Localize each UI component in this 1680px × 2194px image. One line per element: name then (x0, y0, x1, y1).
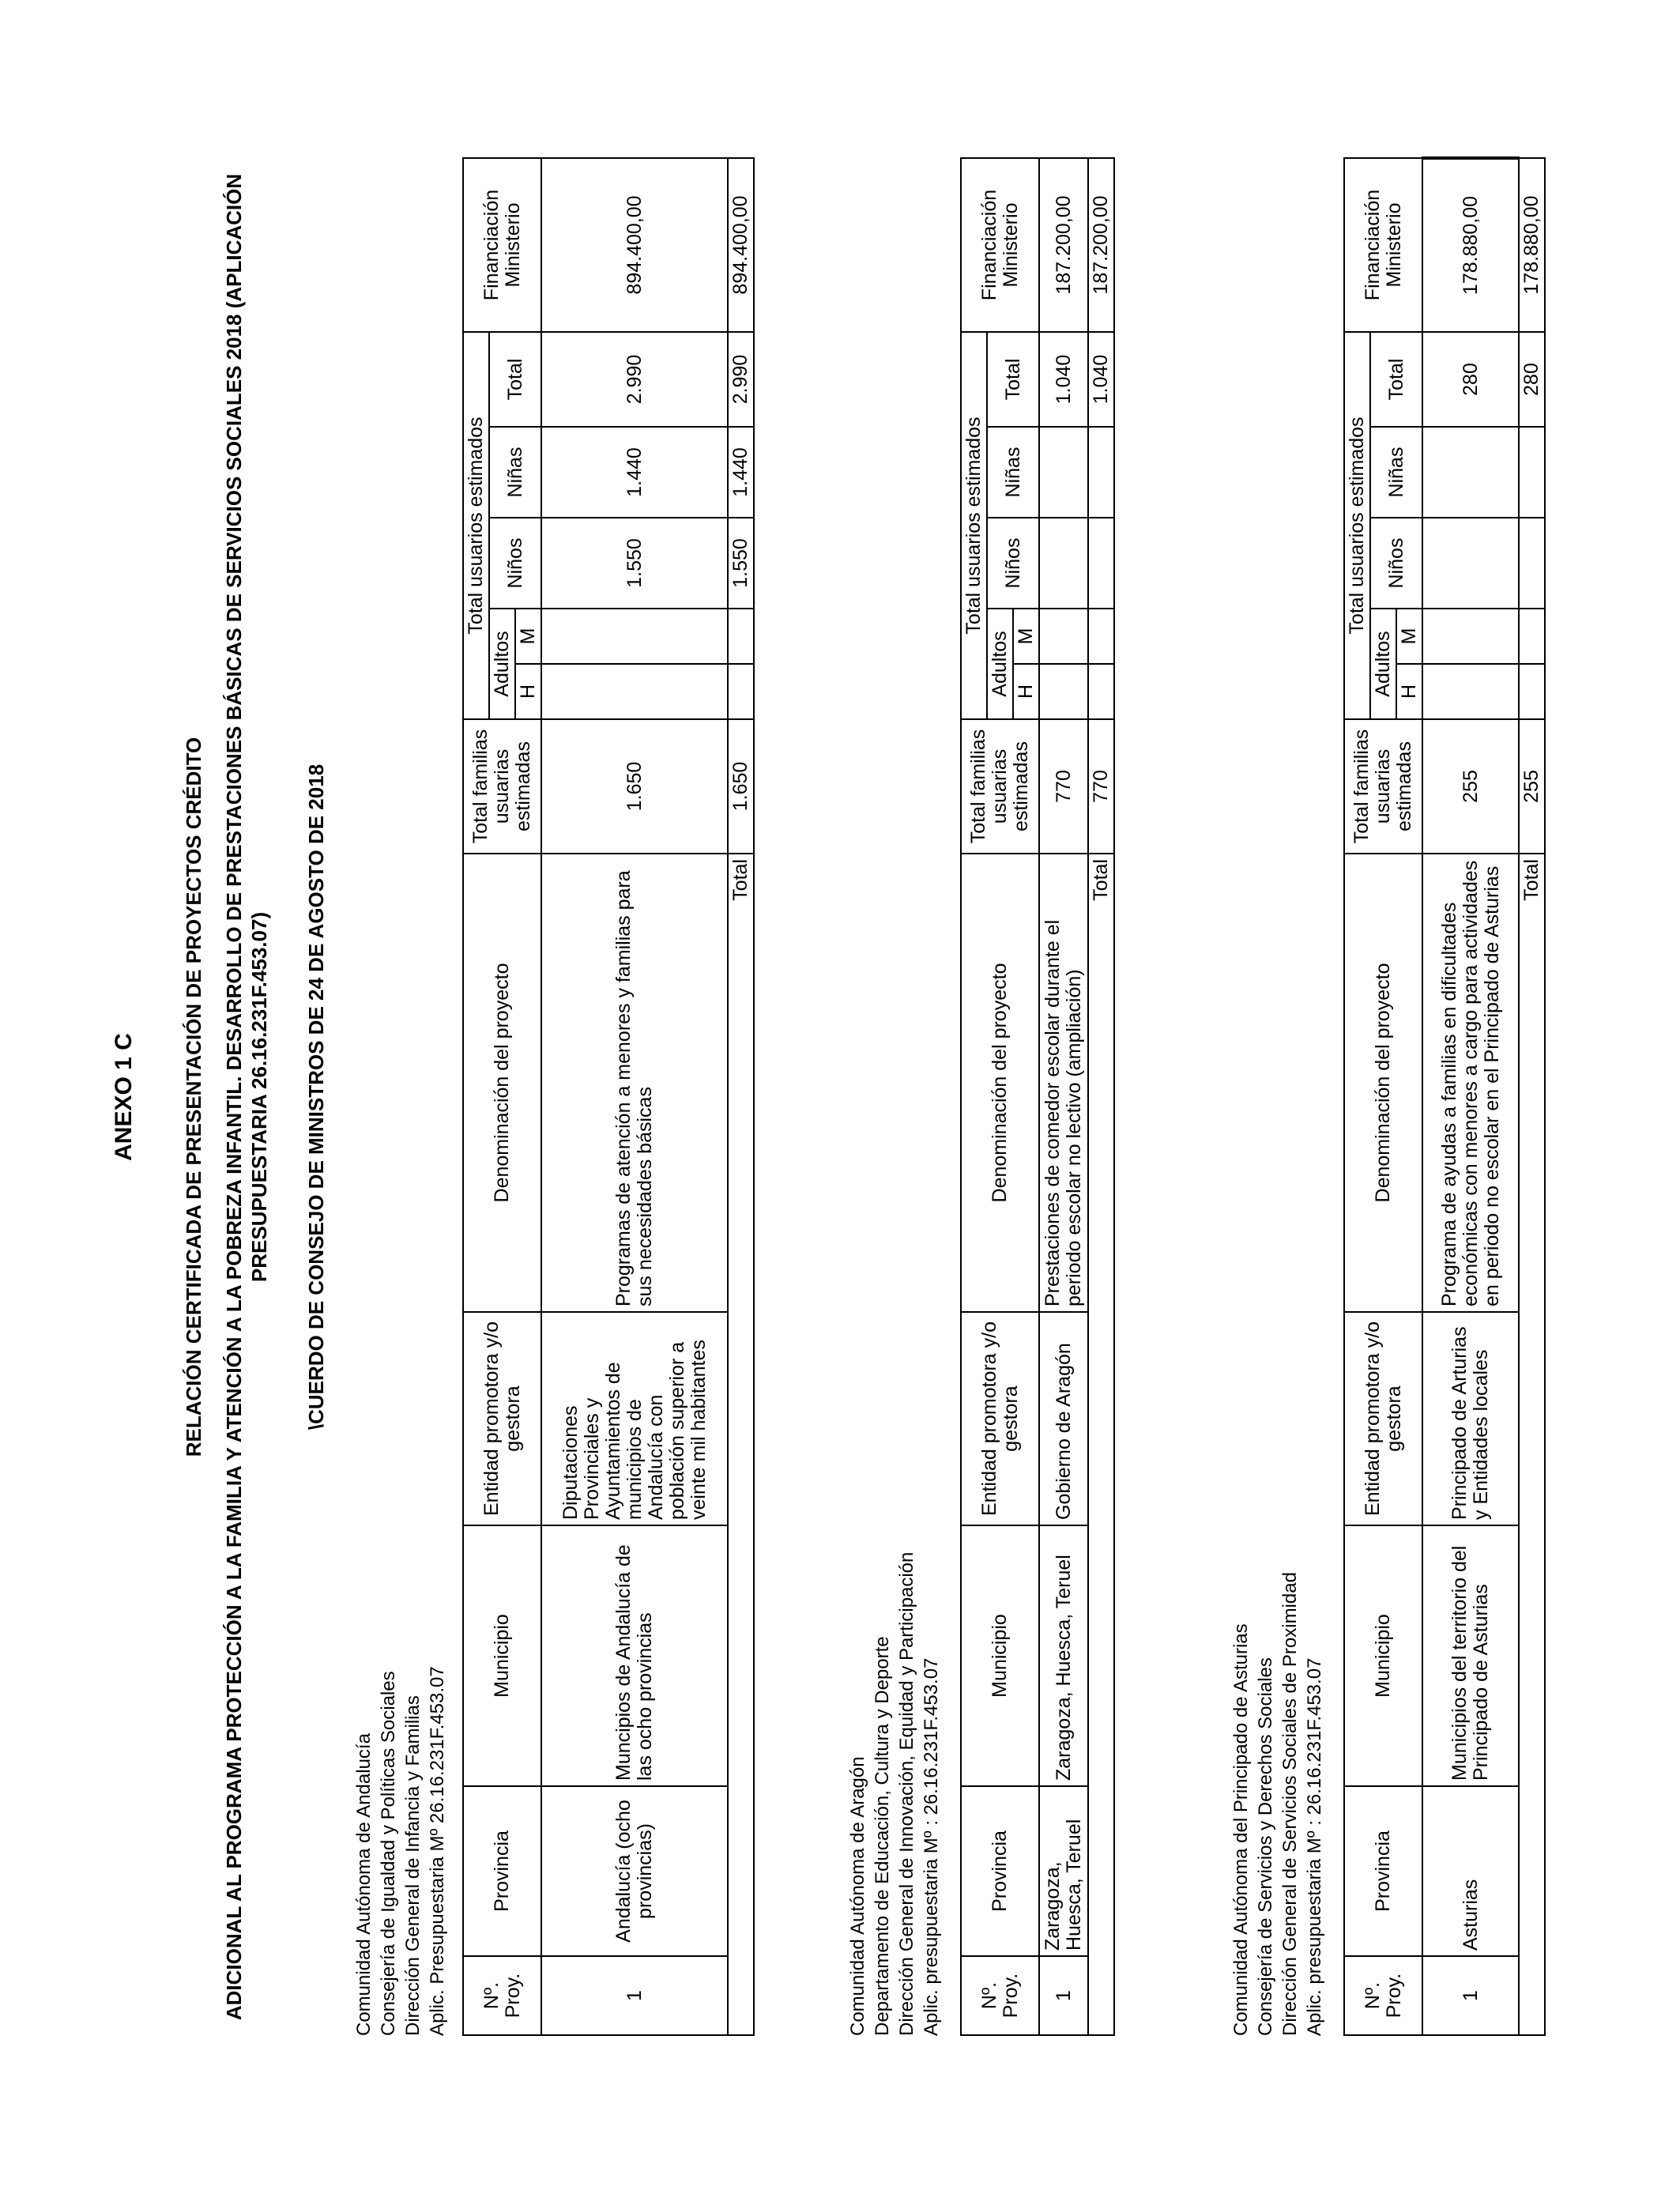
header-h: H (1396, 664, 1422, 719)
cell-ninas (1422, 427, 1519, 518)
cell-municipio: Zaragoza, Huesca, Teruel (1039, 1525, 1088, 1786)
total-h (1088, 664, 1114, 719)
org-line: Aplic. presupuestaria Mº : 26.16.231F.453.07 (1304, 1657, 1325, 2036)
total-total: 1.040 (1088, 332, 1114, 427)
header-adultos: Adultos (489, 609, 515, 719)
council-agreement: \CUERDO DE CONSEJO DE MINISTROS DE 24 DE AGOSTO DE 2018 (304, 763, 328, 1431)
total-h (1519, 664, 1545, 719)
header-financiacion: Financiación Ministerio (463, 158, 541, 332)
cell-denominacion: Programa de ayudas a familias en dificultades económicas con menores a cargo para actividades en periodo no escolar en el Principado de Asturias (1422, 854, 1519, 1312)
annex-title: ANEXO 1 C (111, 1033, 137, 1161)
org-block-andalucia (352, 1666, 450, 2036)
total-ninas (1519, 427, 1545, 518)
header-municipio: Municipio (1344, 1525, 1422, 1786)
header-provincia: Provincia (463, 1786, 541, 1956)
header-entidad: Entidad promotora y/o gestora (961, 1312, 1039, 1525)
org-block-asturias (1229, 1572, 1327, 2036)
cell-financiacion: 178.880,00 (1422, 158, 1519, 332)
cell-num: 1 (1039, 1956, 1088, 2035)
cell-ninos (1039, 518, 1088, 609)
org-line: Aplic. Presupuestaria Mº 26.16.231F.453.07 (427, 1666, 448, 2036)
header-denominacion: Denominación del proyecto (961, 854, 1039, 1312)
total-ninos (1088, 518, 1114, 609)
header-adultos: Adultos (1370, 609, 1396, 719)
header-familias: Total familias usuarias estimadas (961, 719, 1039, 854)
cell-ninos (1422, 518, 1519, 609)
org-line: Comunidad Autónoma de Aragón (847, 1756, 868, 2036)
header-ninas: Niñas (489, 427, 541, 518)
header-municipio: Municipio (463, 1525, 541, 1786)
cell-num: 1 (1422, 1956, 1519, 2035)
cell-m (1422, 609, 1519, 664)
cell-ninas (1039, 427, 1088, 518)
cell-m (541, 609, 728, 664)
document-subtitle (221, 0, 272, 2194)
header-entidad: Entidad promotora y/o gestora (1344, 1312, 1422, 1525)
total-m (728, 609, 754, 664)
total-label: Total (1519, 854, 1545, 2035)
header-m: M (515, 609, 541, 664)
org-line: Consejería de Servicios y Derechos Sociales (1255, 1657, 1276, 2036)
header-h: H (515, 664, 541, 719)
org-line: Departamento de Educación, Cultura y Deporte (872, 1636, 893, 2036)
header-ninas: Niñas (987, 427, 1039, 518)
header-denominacion: Denominación del proyecto (463, 854, 541, 1312)
header-municipio: Municipio (961, 1525, 1039, 1786)
header-denominacion: Denominación del proyecto (1344, 854, 1422, 1312)
projects-table-andalucia (462, 157, 755, 2036)
total-ninos (1519, 518, 1545, 609)
total-familias: 255 (1519, 719, 1545, 854)
header-ninos: Niños (489, 518, 541, 609)
header-num: Nº. Proy. (1344, 1956, 1422, 2035)
total-financiacion: 187.200,00 (1088, 158, 1114, 332)
cell-ninos: 1.550 (541, 518, 728, 609)
total-financiacion: 178.880,00 (1519, 158, 1545, 332)
header-financiacion: Financiación Ministerio (961, 158, 1039, 332)
header-ninos: Niños (1370, 518, 1422, 609)
org-line: Aplic. presupuestaria Mº : 26.16.231F.453.07 (921, 1657, 942, 2036)
total-h (728, 664, 754, 719)
cell-entidad: Gobierno de Aragón (1039, 1312, 1088, 1525)
header-financiacion: Financiación Ministerio (1344, 158, 1422, 332)
cell-ninas: 1.440 (541, 427, 728, 518)
header-m: M (1013, 609, 1039, 664)
total-ninas: 1.440 (728, 427, 754, 518)
header-familias: Total familias usuarias estimadas (463, 719, 541, 854)
org-line: Comunidad Autónoma del Principado de Asturias (1230, 1623, 1252, 2036)
cell-familias: 1.650 (541, 719, 728, 854)
header-ninos: Niños (987, 518, 1039, 609)
cell-denominacion: Prestaciones de comedor escolar durante el periodo escolar no lectivo (ampliación) (1039, 854, 1088, 1312)
org-line: Dirección General de Innovación, Equidad y Participación (896, 1551, 917, 2036)
cell-total: 280 (1422, 332, 1519, 427)
org-line: Dirección General de Servicios Sociales de Proximidad (1279, 1572, 1301, 2036)
header-provincia: Provincia (961, 1786, 1039, 1956)
total-ninos: 1.550 (728, 518, 754, 609)
header-provincia: Provincia (1344, 1786, 1422, 1956)
org-line: Comunidad Autónoma de Andalucía (353, 1733, 375, 2036)
cell-familias: 255 (1422, 719, 1519, 854)
header-num: Nº. Proy. (961, 1956, 1039, 2035)
total-label: Total (1088, 854, 1114, 2035)
total-ninas (1088, 427, 1114, 518)
subtitle-line-2: PRESUPUESTARIA 26.16.231F.453.07) (247, 911, 271, 1283)
projects-table-asturias (1343, 156, 1546, 2036)
header-num: Nº. Proy. (463, 1956, 541, 2035)
cell-h (1422, 664, 1519, 719)
cell-provincia: Andalucía (ocho provincias) (541, 1786, 728, 1956)
cell-municipio: Municipios del territorio del Principado de Asturias (1422, 1525, 1519, 1786)
total-familias: 1.650 (728, 719, 754, 854)
header-usuarios: Total usuarios estimados (463, 332, 489, 719)
org-line: Consejería de Igualdad y Políticas Sociales (378, 1671, 399, 2036)
cell-provincia: Zaragoza, Huesca, Teruel (1039, 1786, 1088, 1956)
header-usuarios: Total usuarios estimados (1344, 332, 1370, 719)
total-familias: 770 (1088, 719, 1114, 854)
total-m (1519, 609, 1545, 664)
header-h: H (1013, 664, 1039, 719)
header-ninas: Niñas (1370, 427, 1422, 518)
cell-financiacion: 894.400,00 (541, 158, 728, 332)
header-adultos: Adultos (987, 609, 1013, 719)
cell-familias: 770 (1039, 719, 1088, 854)
cell-financiacion: 187.200,00 (1039, 158, 1088, 332)
header-entidad: Entidad promotora y/o gestora (463, 1312, 541, 1525)
header-total: Total (489, 332, 541, 427)
header-total: Total (1370, 332, 1422, 427)
document-title: RELACIÓN CERTIFICADA DE PRESENTACIÓN DE PROYECTOS CRÉDITO (182, 737, 205, 1457)
total-label: Total (728, 854, 754, 2035)
total-total: 2.990 (728, 332, 754, 427)
cell-total: 2.990 (541, 332, 728, 427)
org-block-aragon (846, 1552, 944, 2036)
cell-total: 1.040 (1039, 332, 1088, 427)
header-total: Total (987, 332, 1039, 427)
cell-h (541, 664, 728, 719)
cell-denominacion: Programas de atención a menores y familias para sus necesidades básicas (541, 854, 728, 1312)
total-m (1088, 609, 1114, 664)
cell-h (1039, 664, 1088, 719)
header-m: M (1396, 609, 1422, 664)
subtitle-line-1: ADICIONAL AL PROGRAMA PROTECCIÓN A LA FAMILIA Y ATENCIÓN A LA POBREZA INFANTIL. DESARROLLO DE PRESTACIONES BÁSICAS DE SERVICIOS SOCIALES 2018 (APLICACIÓN (222, 173, 246, 2021)
header-usuarios: Total usuarios estimados (961, 332, 987, 719)
cell-provincia: Asturias (1422, 1786, 1519, 1956)
header-familias: Total familias usuarias estimadas (1344, 719, 1422, 854)
total-total: 280 (1519, 332, 1545, 427)
cell-municipio: Muncipios de Andalucía de las ocho provincias (541, 1525, 728, 1786)
total-financiacion: 894.400,00 (728, 158, 754, 332)
cell-entidad: Principado de Arturias y Entidades locales (1422, 1312, 1519, 1525)
cell-num: 1 (541, 1956, 728, 2035)
cell-m (1039, 609, 1088, 664)
org-line: Dirección General de Infancia y Familias (402, 1695, 424, 2036)
projects-table-aragon (960, 157, 1115, 2036)
cell-entidad: Diputaciones Provinciales y Ayuntamientos de municipios de Andalucía con población superior a veinte mil habitantes (541, 1312, 728, 1525)
